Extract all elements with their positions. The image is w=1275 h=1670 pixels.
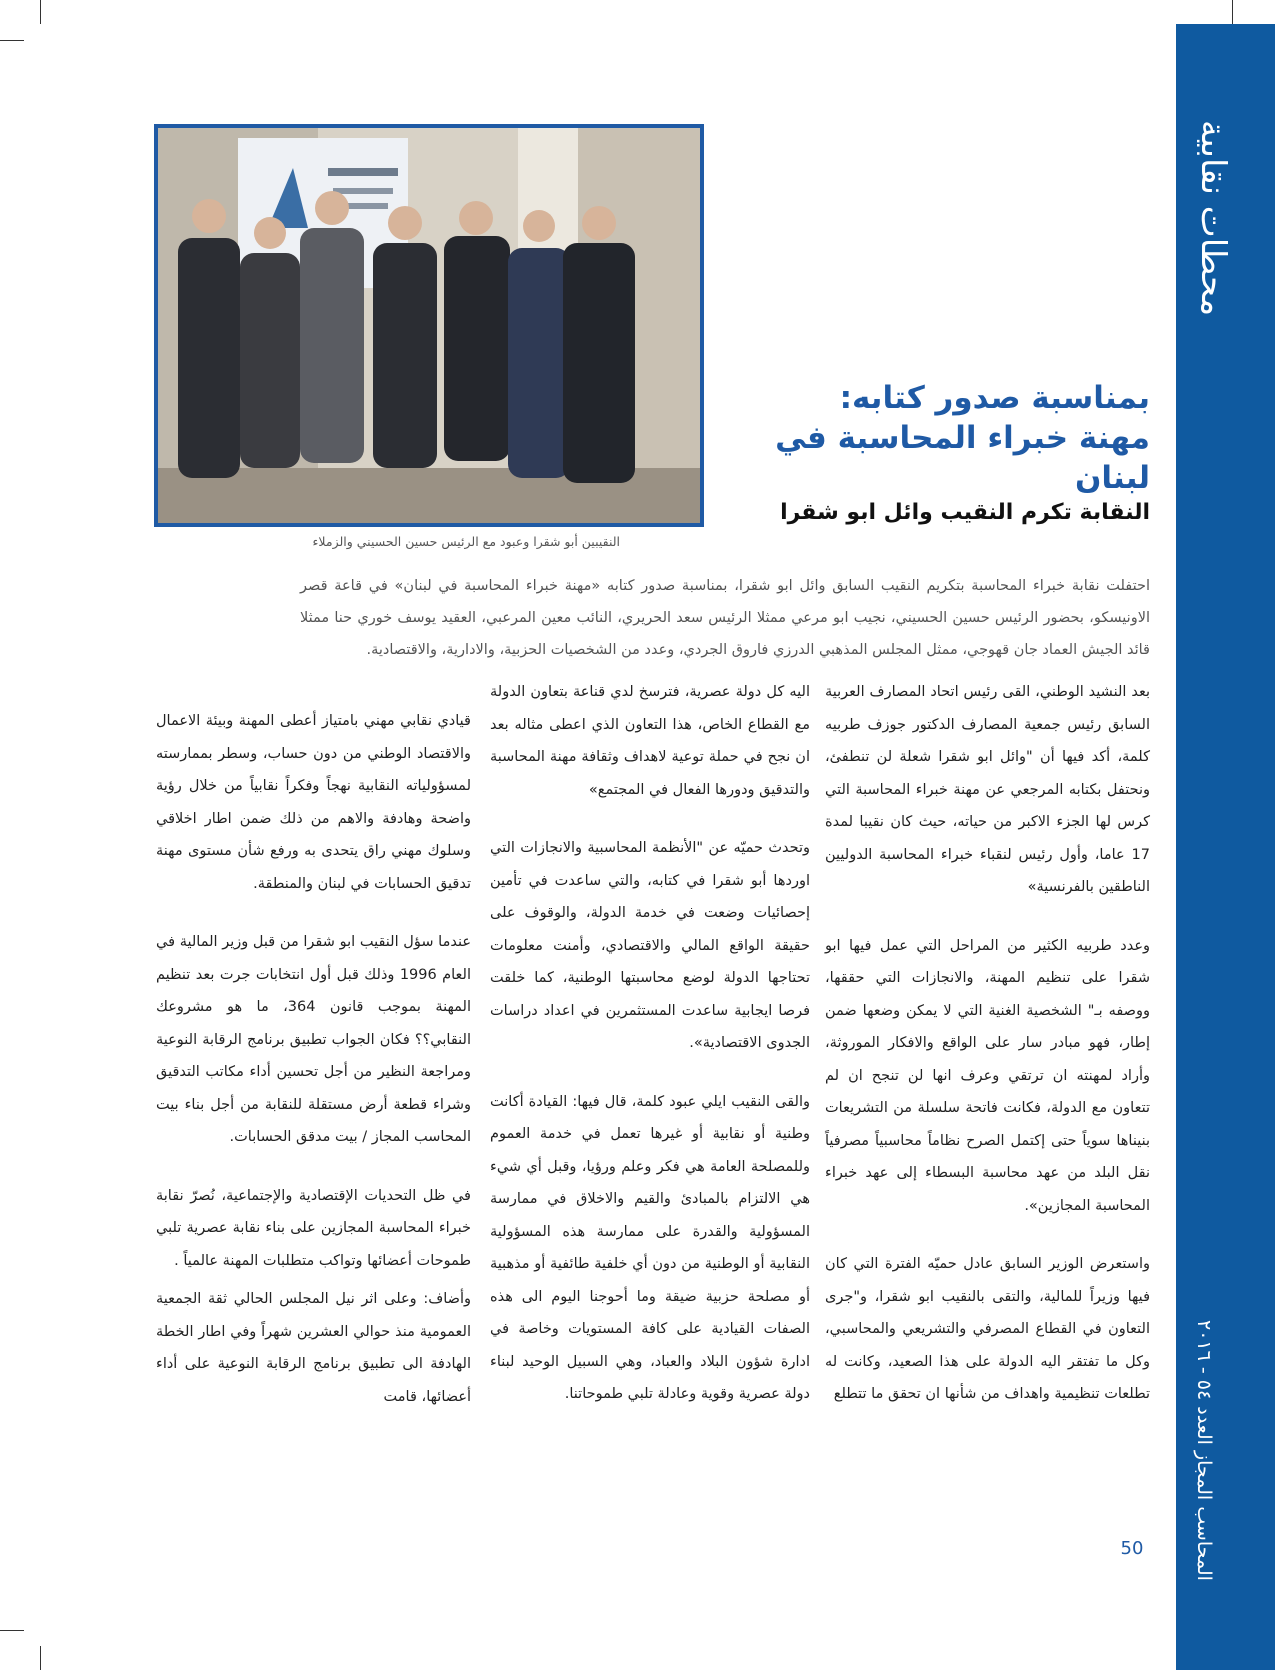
column-right bbox=[825, 676, 1150, 1556]
title-line-2: مهنة خبراء المحاسبة في لبنان bbox=[775, 420, 1150, 496]
magazine-label: المحاسب المجاز العدد ٥٤ - ٢٠١٦ bbox=[1193, 1320, 1215, 1581]
paragraph: بعد النشيد الوطني، القى رئيس اتحاد المصارف العربية السابق رئيس جمعية المصارف الدكتور جوزف طربيه كلمة، أكد فيها أن "وائل ابو شقرا شعلة لن تنطفئ، ونحتفل بكتابه المرجعي عن مهنة خبراء المحاسبة التي كرس لها الجزء الاكبر من حياته، حيث كان نقيبا لمدة 17 عاما، وأول رئيس لنقباء خبراء المحاسبة الدوليين الناطقين بالفرنسية» bbox=[825, 684, 1150, 895]
paragraph: واستعرض الوزير السابق عادل حميّه الفترة التي كان فيها وزيراً للمالية، والتقى بالنقيب ابو شقرا، و"جرى التعاون في القطاع المصرفي والتشريعي والمحاسبي، وكل ما تفتقر اليه الدولة على هذا الصعيد، وكانت له تطلعات تنظيمية واهداف من شأنها ان تحقق ما تتطلع bbox=[825, 1256, 1150, 1402]
crop-mark bbox=[40, 1646, 41, 1670]
title-line-1: بمناسبة صدور كتابه: bbox=[839, 380, 1150, 416]
group-photo-illustration bbox=[158, 128, 700, 523]
crop-mark bbox=[0, 40, 24, 41]
article-title bbox=[740, 378, 1150, 498]
crop-mark bbox=[40, 0, 41, 24]
page-number: 50 bbox=[1120, 1538, 1144, 1559]
paragraph: اليه كل دولة عصرية، فترسخ لدي قناعة بتعاون الدولة مع القطاع الخاص، هذا التعاون الذي اعطى مثاله بعد ان نجح في حملة توعية لاهداف وثقافة مهنة المحاسبة والتدقيق ودورها الفعال في المجتمع» bbox=[490, 684, 810, 798]
article-subtitle: النقابة تكرم النقيب وائل ابو شقرا bbox=[780, 500, 1150, 525]
paragraph: وعدد طربيه الكثير من المراحل التي عمل فيها ابو شقرا على تنظيم المهنة، والانجازات التي حققها، ووصفه بـ" الشخصية الغنية التي لا يمكن وضعها ضمن إطار، فهو مبادر سار على الواقع والافكار الموروثة، وأراد لمهنته ان ترتقي وعرف انها لن تنجح ان لم تتعاون مع الدولة، فكانت فاتحة سلسلة من التشريعات بنيناها سوياً حتى إكتمل الصرح نظاماً محاسبياً مصرفياً نقل البلد من عهد محاسبة البسطاء إلى عهد خبراء المحاسبة المجازين». bbox=[825, 937, 1150, 1214]
paragraph: قيادي نقابي مهني بامتياز أعطى المهنة وبيئة الاعمال والاقتصاد الوطني من دون حساب، وسطر بممارسته لمسؤولياته النقابية نهجاً وفكراً نقابياً من خلال رؤية واضحة وهادفة والاهم من ذلك ضمن اطار اخلاقي وسلوك مهني راق يتحدى به ورفع شأن مستوى مهنة تدقيق الحسابات في لبنان والمنطقة. bbox=[156, 713, 471, 892]
article-photo bbox=[154, 124, 704, 527]
crop-mark bbox=[1232, 0, 1233, 24]
paragraph: والقى النقيب ايلي عبود كلمة، قال فيها: القيادة أكانت وطنية أو نقابية أو غيرها تعمل في خدمة العموم وللمصلحة العامة هي فكر وعلم ورؤيا، وقبل أي شيء هي الالتزام بالمبادئ والقيم والاخلاق في ممارسة المسؤولية والقدرة على ممارسة هذه المسؤولية النقابية أو الوطنية من دون أي خلفية طائفية أو مذهبية أو مصلحة حزبية ضيقة وما أحوجنا اليوم الى هذه الصفات القيادية على كافة المستويات وخاصة في ادارة شؤون البلاد والعباد، وهي السبيل الوحيد لبناء دولة عصرية وقوية وعادلة تلبي طموحاتنا. bbox=[490, 1093, 810, 1402]
column-left bbox=[156, 705, 471, 1585]
crop-mark bbox=[0, 1630, 24, 1631]
paragraph: عندما سؤل النقيب ابو شقرا من قبل وزير المالية في العام 1996 وذلك قبل أول انتخابات جرت بعد تنظيم المهنة بموجب قانون 364، ما هو مشروعك النقابي؟؟ فكان الجواب تطبيق برنامج الرقابة النوعية ومراجعة النظير من أجل تحسين أداء مكاتب التدقيق وشراء قطعة أرض مستقلة للنقابة من أجل بناء بيت المحاسب المجاز / بيت مدقق الحسابات. bbox=[156, 934, 471, 1145]
column-middle bbox=[490, 676, 810, 1556]
photo-caption: النقيبين أبو شقرا وعبود مع الرئيس حسين الحسيني والزملاء bbox=[312, 534, 620, 549]
article-intro: احتفلت نقابة خبراء المحاسبة بتكريم النقيب السابق وائل ابو شقرا، بمناسبة صدور كتابه «مهنة خبراء المحاسبة في لبنان» في قاعة قصر الاونيسكو، بحضور الرئيس حسين الحسيني، نجيب ابو مرعي ممثلا الرئيس سعد الحريري، النائب معين المرعبي، العقيد يوسف خوري حنا ممثلا قائد الجيش العماد جان قهوجي، ممثل المجلس المذهبي الدرزي فاروق الجردي، وعدد من الشخصيات الحزبية، والادارية، والاقتصادية. bbox=[300, 578, 1150, 658]
paragraph: في ظل التحديات الإقتصادية والإجتماعية، نُصرّ نقابة خبراء المحاسبة المجازين على بناء نقابة عصرية تلبي طموحات أعضائها وتواكب متطلبات المهنة عالمياً . bbox=[156, 1187, 471, 1269]
paragraph: وتحدث حميّه عن "الأنظمة المحاسبية والانجازات التي اوردها أبو شقرا في كتابه، والتي ساعدت في تأمين إحصائيات وضعت في خدمة الدولة، والوقوف على حقيقة الواقع المالي والاقتصادي، وأمنت معلومات تحتاجها الدولة لوضع محاسبتها الوطنية، كما خلقت فرصا ايجابية ساعدت المستثمرين في اعداد دراسات الجدوى الاقتصادية». bbox=[490, 840, 810, 1051]
section-label: محطات نقابية bbox=[1193, 120, 1233, 317]
paragraph: وأضاف: وعلى اثر نيل المجلس الحالي ثقة الجمعية العمومية منذ حوالي العشرين شهراً وفي اطار الخطة الهادفة الى تطبيق برنامج الرقابة النوعية على أداء أعضائها، قامت bbox=[156, 1291, 471, 1405]
